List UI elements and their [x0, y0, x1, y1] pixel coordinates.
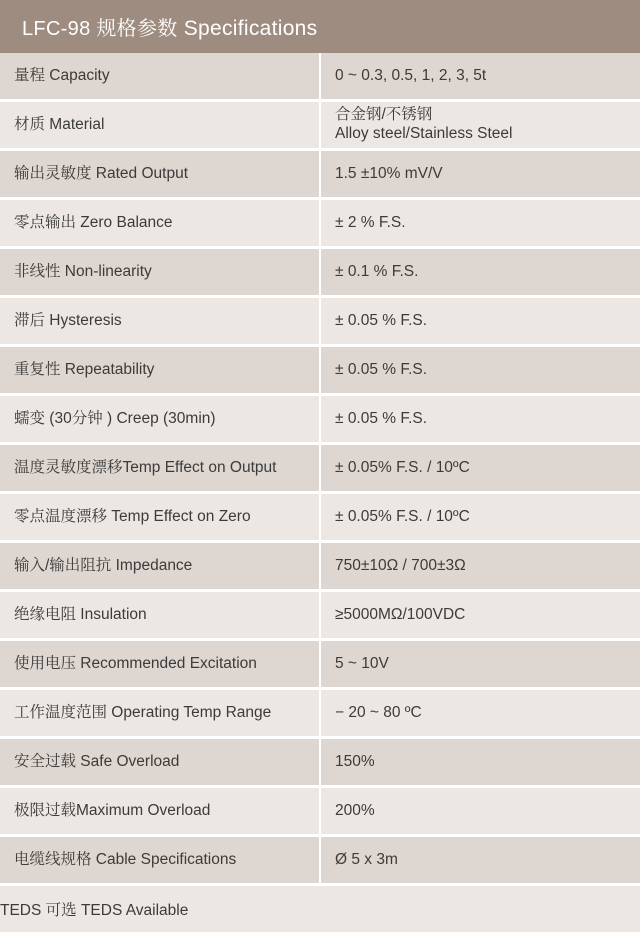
row-value: Ø 5 x 3m: [320, 837, 640, 883]
table-row: [0, 837, 640, 883]
table-row: [0, 249, 640, 295]
row-value: [320, 102, 640, 148]
row-value: ± 2 % F.S.: [320, 200, 640, 246]
row-label: 重复性 Repeatability: [0, 347, 320, 393]
table-row: [0, 788, 640, 834]
row-label: 滞后 Hysteresis: [0, 298, 320, 344]
row-value: ± 0.05% F.S. / 10ºC: [320, 445, 640, 491]
table-row: [0, 641, 640, 687]
table-title-row: [0, 0, 640, 53]
table-title-en: Specifications: [183, 17, 318, 40]
row-label: 电缆线规格 Cable Specifications: [0, 837, 320, 883]
row-value: ± 0.05 % F.S.: [320, 298, 640, 344]
row-label: 材质 Material: [0, 102, 320, 148]
row-value-line1: 合金钢/不锈钢: [335, 106, 433, 124]
row-label: 量程 Capacity: [0, 53, 320, 99]
row-label: 非线性 Non-linearity: [0, 249, 320, 295]
table-title: [0, 0, 640, 53]
table-row: [0, 102, 640, 148]
row-label: 工作温度范围 Operating Temp Range: [0, 690, 320, 736]
table-row: [0, 200, 640, 246]
row-value: ≥5000MΩ/100VDC: [320, 592, 640, 638]
row-value: ± 0.05 % F.S.: [320, 347, 640, 393]
row-value: 0 ~ 0.3, 0.5, 1, 2, 3, 5t: [320, 53, 640, 99]
row-label: TEDS 可选 TEDS Available: [0, 886, 640, 932]
row-value: 750±10Ω / 700±3Ω: [320, 543, 640, 589]
row-label: 绝缘电阻 Insulation: [0, 592, 320, 638]
table-row-teds: [0, 886, 640, 932]
table-row: [0, 494, 640, 540]
table-row: [0, 690, 640, 736]
table-row: [0, 151, 640, 197]
row-value-line2: Alloy steel/Stainless Steel: [335, 125, 513, 142]
table-row: [0, 445, 640, 491]
row-label: 温度灵敏度漂移Temp Effect on Output: [0, 445, 320, 491]
table-row: [0, 592, 640, 638]
table-row: [0, 53, 640, 99]
table-row: [0, 396, 640, 442]
row-label: 输入/输出阻抗 Impedance: [0, 543, 320, 589]
row-label: 极限过载Maximum Overload: [0, 788, 320, 834]
table-row: [0, 298, 640, 344]
table-row: [0, 347, 640, 393]
row-label: 零点输出 Zero Balance: [0, 200, 320, 246]
row-label: 蠕变 (30分钟 ) Creep (30min): [0, 396, 320, 442]
row-label: 零点温度漂移 Temp Effect on Zero: [0, 494, 320, 540]
row-value: 5 ~ 10V: [320, 641, 640, 687]
row-value: − 20 ~ 80 ºC: [320, 690, 640, 736]
row-value: 1.5 ±10% mV/V: [320, 151, 640, 197]
row-value: 200%: [320, 788, 640, 834]
row-label: 使用电压 Recommended Excitation: [0, 641, 320, 687]
table-title-zh: LFC-98 规格参数: [22, 18, 178, 40]
row-value: ± 0.05 % F.S.: [320, 396, 640, 442]
row-value: 150%: [320, 739, 640, 785]
row-label: 安全过载 Safe Overload: [0, 739, 320, 785]
row-label: 输出灵敏度 Rated Output: [0, 151, 320, 197]
table-row: [0, 739, 640, 785]
row-value: ± 0.1 % F.S.: [320, 249, 640, 295]
table-row: [0, 543, 640, 589]
row-value: ± 0.05% F.S. / 10ºC: [320, 494, 640, 540]
